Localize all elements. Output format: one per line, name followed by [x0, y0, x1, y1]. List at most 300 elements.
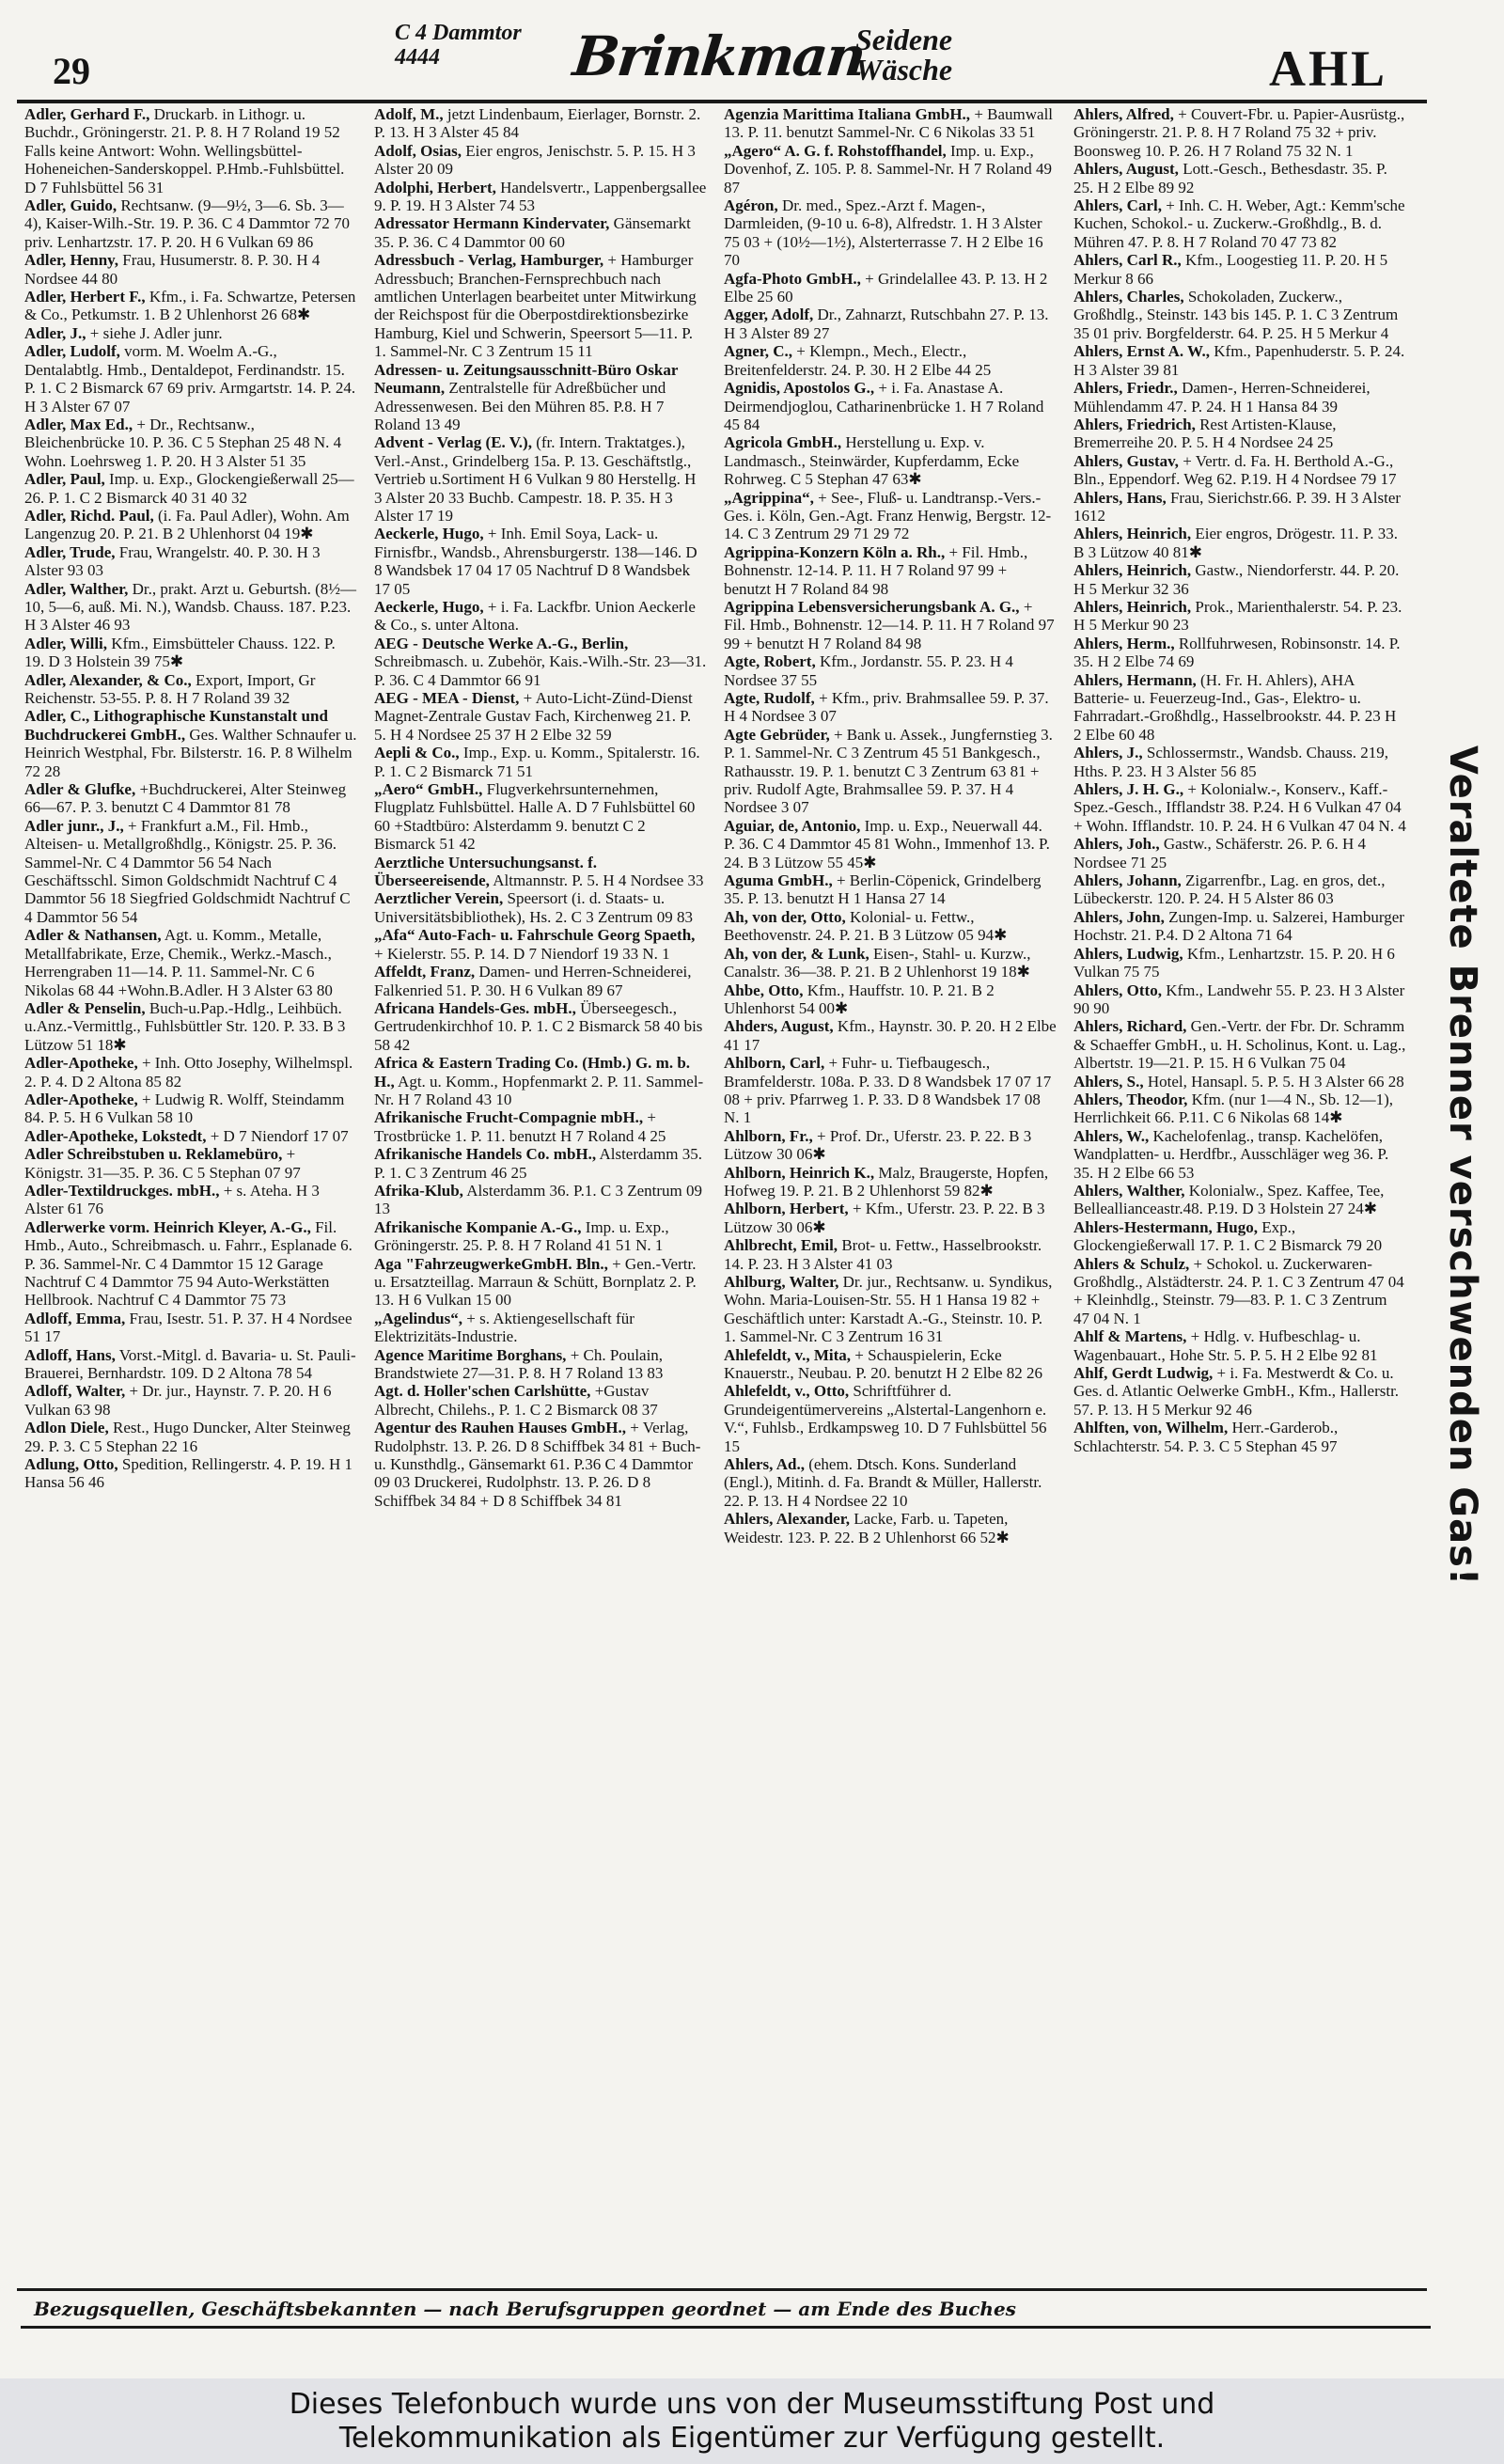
- entry-name: Ahlf & Martens,: [1073, 1327, 1187, 1346]
- entry-details: + Couvert-Fbr. u. Papier-Ausrüstg., Gröningerstr. 21. P. 8. H 7 Roland 75 32 + priv. Boonsweg 10. P. 26. H 7 Roland 75 32 N. 1: [1073, 105, 1405, 160]
- entry-name: Adler junr., J.,: [24, 816, 124, 835]
- entry-name: Agéron,: [724, 196, 778, 215]
- entry-name: Ahlften, von, Wilhelm,: [1073, 1419, 1229, 1437]
- entry-details: + Fil. Hmb., Bohnenstr. 12—14. P. 11. H 7 Roland 97 99 + benutzt H 7 Roland 84 98: [724, 597, 1055, 652]
- entry-name: Africa & Eastern Trading Co. (Hmb.) G. m. b. H.,: [374, 1054, 691, 1091]
- directory-entry: [21, 507, 361, 543]
- entry-name: Adressen- u. Zeitungsausschnitt-Büro Oskar Neumann,: [374, 360, 679, 398]
- directory-entry: [370, 214, 711, 251]
- entry-name: Ahlers, Richard,: [1073, 1017, 1187, 1036]
- directory-entry: [1070, 1127, 1410, 1182]
- entry-name: „Agrippina“,: [724, 488, 814, 507]
- entry-details: + Gen.-Vertr. u. Ersatzteillag. Marraun & Schütt, Bornplatz 2. P. 13. H 6 Vulkan 15 00: [374, 1254, 697, 1310]
- entry-details: vorm. M. Woelm A.-G., Dentalabtlg. Hmb., Dentaldepot, Ferdinandstr. 15. P. 1. C 2 Bismarck 67 69 priv. Armgartstr. 14. P. 24. H 3 Alster 67 07: [24, 342, 356, 416]
- entry-details: Kolonialw., Spez. Kaffee, Tee, Belleallianceastr.48. P.19. D 3 Holstein 27 24✱: [1073, 1181, 1385, 1218]
- entry-name: Ahlbrecht, Emil,: [724, 1236, 838, 1255]
- directory-entry: [720, 1236, 1060, 1273]
- directory-entry: [720, 379, 1060, 433]
- entry-name: Ahlers, Otto,: [1073, 981, 1162, 999]
- entry-details: Kfm., Landwehr 55. P. 23. H 3 Alster 90 90: [1073, 981, 1405, 1017]
- entry-name: Adler-Apotheke, Lokstedt,: [24, 1126, 207, 1145]
- directory-entry: [21, 196, 361, 251]
- entry-details: Buch-u.Pap.-Hdlg., Leihbüch. u.Anz.-Vermittlg., Fuhlsbüttler Str. 120. P. 33. B 3 Lützow 51 18✱: [24, 998, 346, 1054]
- entry-name: Advent - Verlag (E. V.),: [374, 433, 532, 452]
- entry-details: + Ludwig R. Wolff, Steindamm 84. P. 5. H 6 Vulkan 58 10: [24, 1090, 345, 1127]
- directory-entry: [21, 707, 361, 780]
- directory-entry: [720, 945, 1060, 981]
- entry-details: Dr. jur., Rechtsanw. u. Syndikus, Wohn. Maria-Louisen-Str. 55. H 1 Hansa 19 82 + Geschäftlich unter: Karstadt A.-G., Steinstr. 10. P. 1. Sammel-Nr. C 3 Zentrum 16 31: [724, 1273, 1053, 1346]
- entry-details: Brot- u. Fettw., Hasselbrookstr. 14. P. 23. H 3 Alster 41 03: [724, 1236, 1042, 1273]
- directory-entry: [1070, 452, 1410, 489]
- entry-name: Agnidis, Apostolos G.,: [724, 379, 875, 398]
- entry-details: Alsterdamm 36. P.1. C 3 Zentrum 09 13: [374, 1181, 702, 1218]
- entry-details: + Inh. Emil Soya, Lack- u. Firnisfbr., Wandsb., Ahrensburgerstr. 138—146. D 8 Wandsbek 17 04 17 05 Nachtruf D 8 Wandsbek 17 05: [374, 525, 697, 598]
- entry-details: + Kielerstr. 55. P. 14. D 7 Niendorf 19 33 N. 1: [374, 944, 670, 963]
- entry-name: Adolphi, Herbert,: [374, 178, 496, 196]
- entry-name: Ahlers, Carl,: [1073, 196, 1162, 215]
- entry-details: + Trostbrücke 1. P. 11. benutzt H 7 Roland 4 25: [374, 1108, 666, 1145]
- entry-details: + Klempn., Mech., Electr., Breitenfelderstr. 24. P. 30. H 2 Elbe 44 25: [724, 342, 992, 379]
- entry-name: Aguiar, de, Antonio,: [724, 816, 861, 835]
- directory-entry: [720, 726, 1060, 817]
- directory-entry: [370, 889, 711, 926]
- entry-details: Alsterdamm 35. P. 1. C 3 Zentrum 46 25: [374, 1145, 702, 1182]
- entry-details: Fil. Hmb., Auto., Schreibmasch. u. Fahrr., Esplanade 6. P. 36. Sammel-Nr. C 4 Dammtor 15 12 Garage Nachtruf C 4 Dammtor 75 94 Auto-Werkstätten Hellbrook. Nachtruf C 4 Dammtor 75 73: [24, 1217, 352, 1310]
- entry-details: + Inh. C. H. Weber, Agt.: Kemm'sche Kuchen, Schokol.- u. Zuckerw.-Großhdlg., B. d. Mühren 47. P. 8. H 7 Roland 70 47 73 82: [1073, 196, 1405, 251]
- entry-details: Herr.-Garderob., Schlachterstr. 54. P. 3. C 5 Stephan 45 97: [1073, 1419, 1339, 1455]
- entry-name: Ahlers, Walther,: [1073, 1181, 1185, 1200]
- entry-details: Vorst.-Mitgl. d. Bavaria- u. St. Pauli-Brauerei, Bernhardstr. 109. D 2 Altona 78 54: [24, 1345, 356, 1383]
- entry-name: Agte, Robert,: [724, 652, 816, 671]
- entry-name: Ahlers, Carl R.,: [1073, 251, 1182, 270]
- entry-details: + Fuhr- u. Tiefbaugesch., Bramfelderstr. 108a. P. 33. D 8 Wandsbek 17 07 17 08 + priv. Pfarrweg 1. P. 33. D 8 Wandsbek 17 08 N. 1: [724, 1054, 1052, 1127]
- directory-entry: [370, 963, 711, 999]
- entry-name: Adressbuch - Verlag, Hamburger,: [374, 251, 604, 270]
- entry-details: Druckarb. in Lithogr. u. Buchdr., Gröningerstr. 21. P. 8. H 7 Roland 19 52 Falls keine Antwort: Wohn. Wellingsbüttel-Hoheneichen-Sanderskoppel. P.Hmb.-Fuhlsbüttel. D 7 Fuhlsbüttel 56 31: [24, 105, 345, 196]
- entry-name: Ahlborn, Fr.,: [724, 1126, 813, 1145]
- entry-name: Aepli & Co.,: [374, 744, 460, 762]
- directory-entry: [370, 999, 711, 1054]
- entry-name: Adler, Willi,: [24, 634, 108, 652]
- directory-entry: [370, 1255, 711, 1310]
- entry-name: Ah, von der, & Lunk,: [724, 944, 870, 963]
- entry-details: Kfm., Hauffstr. 10. P. 21. B 2 Uhlenhorst 54 00✱: [724, 981, 995, 1017]
- directory-entry: [1070, 160, 1410, 196]
- directory-entry: [21, 1127, 361, 1145]
- directory-entry: [21, 342, 361, 416]
- directory-entry: [370, 1382, 711, 1419]
- entry-name: Adler, Trude,: [24, 542, 116, 561]
- directory-entry: [1070, 525, 1410, 561]
- entry-name: Adler-Apotheke,: [24, 1054, 138, 1073]
- directory-entry: [1070, 1419, 1410, 1455]
- entry-details: Zigarrenfbr., Lag. en gros, det., Lübeckerstr. 120. P. 24. H 5 Alster 86 03: [1073, 871, 1386, 908]
- header-rule: [17, 100, 1427, 103]
- entry-details: + Auto-Licht-Zünd-Dienst Magnet-Zentrale Gustav Fach, Kirchenweg 21. P. 5. H 4 Nordsee 25 37 H 2 Elbe 32 59: [374, 689, 693, 744]
- directory-entry: [1070, 561, 1410, 598]
- entry-details: Kachelofenlag., transp. Kachelöfen, Wandplatten- u. Herdfbr., Ausschläger weg 36. P. 35. H 2 Elbe 66 53: [1073, 1126, 1389, 1182]
- entry-name: Ahlers, Herm.,: [1073, 634, 1175, 652]
- directory-entry: [370, 635, 711, 689]
- entry-name: Agricola GmbH.,: [724, 433, 842, 452]
- entry-name: Ahlers, W.,: [1073, 1126, 1150, 1145]
- directory-entry: [1070, 379, 1410, 416]
- directory-entry: [1070, 671, 1410, 745]
- entry-name: Adler-Apotheke,: [24, 1090, 138, 1108]
- directory-entry: [21, 543, 361, 580]
- entry-details: Agt. u. Komm., Metalle, Metallfabrikate, Erze, Chemik., Werkz.-Masch., Herrengraben 11—14. P. 11. Sammel-Nr. C 6 Nikolas 68 44 +Wohn.B.Adler. H 3 Alster 63 80: [24, 926, 333, 999]
- directory-entry: [21, 1145, 361, 1182]
- directory-entry: [370, 1218, 711, 1255]
- entry-name: Adler, Gerhard F.,: [24, 105, 150, 123]
- directory-entry: [370, 1419, 711, 1510]
- entry-details: + Hamburger Adressbuch; Branchen-Fernsprechbuch nach amtlichen Unterlagen bearbeitet unter Mitwirkung der Reichspost für die Oberpostdirektionsbezirke Hamburg, Kiel und Schwerin, Speersort 5—11. P. 1. Sammel-Nr. C 3 Zentrum 15 11: [374, 251, 697, 361]
- entry-details: Eisen-, Stahl- u. Kurzw., Canalstr. 36—38. P. 21. B 2 Uhlenhorst 19 18✱: [724, 944, 1031, 981]
- entry-details: Schriftführer d. Grundeigentümervereins „Alstertal-Langenhorn e. V.“, Fuhlsb., Erdkampsweg 10. D 7 Fuhlsbüttel 56 15: [724, 1382, 1047, 1455]
- entry-name: Ahders, August,: [724, 1017, 834, 1036]
- entry-details: + Prof. Dr., Uferstr. 23. P. 22. B 3 Lützow 30 06✱: [724, 1126, 1032, 1164]
- directory-entry: [370, 1310, 711, 1346]
- entry-details: Kfm., Jordanstr. 55. P. 23. H 4 Nordsee 37 55: [724, 652, 1013, 689]
- entry-details: + Hdlg. v. Hufbeschlag- u. Wagenbauart., Hohe Str. 5. P. 5. H 2 Elbe 92 81: [1073, 1327, 1378, 1364]
- entry-name: „Agelindus“,: [374, 1309, 462, 1327]
- directory-column-4: [1070, 105, 1410, 2284]
- directory-entry: [720, 433, 1060, 488]
- directory-entry: [21, 999, 361, 1054]
- entry-name: Affeldt, Franz,: [374, 963, 476, 981]
- directory-entry: [21, 671, 361, 708]
- directory-entry: [1070, 835, 1410, 871]
- entry-details: +Buchdruckerei, Alter Steinweg 66—67. P. 3. benutzt C 4 Dammtor 81 78: [24, 780, 347, 817]
- entry-details: + Verlag, Rudolphstr. 13. P. 26. D 8 Schiffbek 34 81 + Buch- u. Kunsthdlg., Gänsemarkt 61. P.36 C 4 Dammtor 09 03 Druckerei, Rudolphstr. 13. P. 26. D 8 Schiffbek 34 84 + D 8 Schiffbek 34 81: [374, 1419, 701, 1510]
- directory-entry: [1070, 981, 1410, 1018]
- directory-entry: [1070, 871, 1410, 908]
- entry-name: Agner, C.,: [724, 342, 793, 361]
- directory-entry: [1070, 908, 1410, 945]
- directory-entry: [21, 1346, 361, 1383]
- entry-name: Ahlers-Hestermann, Hugo,: [1073, 1217, 1258, 1236]
- entry-details: (i. Fa. Paul Adler), Wohn. Am Langenzug 20. P. 21. B 2 Uhlenhorst 04 19✱: [24, 506, 350, 543]
- entry-name: Ahlers, Gustav,: [1073, 451, 1179, 470]
- directory-entry: [21, 635, 361, 671]
- directory-entry: [21, 470, 361, 507]
- directory-entry: [720, 1273, 1060, 1346]
- directory-entry: [720, 598, 1060, 652]
- directory-columns: [21, 105, 1421, 2284]
- entry-name: Ahlers, S.,: [1073, 1072, 1144, 1091]
- entry-name: Ahlers, John,: [1073, 907, 1165, 926]
- directory-entry: [720, 871, 1060, 908]
- side-ad-text: Veraltete Brenner verschwenden Gas!: [1441, 745, 1484, 1587]
- directory-entry: [370, 433, 711, 525]
- entry-details: Imp. u. Exp., Neuerwall 44. P. 36. C 4 Dammtor 45 81 Wohn., Immenhof 13. P. 24. B 3 Lützow 55 45✱: [724, 816, 1050, 871]
- ad-slogan: Seidene Wäsche: [855, 23, 953, 86]
- entry-details: Rest., Hugo Duncker, Alter Steinweg 29. P. 3. C 5 Stephan 22 16: [24, 1419, 351, 1455]
- directory-entry: [1070, 1073, 1410, 1091]
- entry-name: Ahlers & Schulz,: [1073, 1254, 1190, 1273]
- entry-name: Adler, Richd. Paul,: [24, 506, 154, 525]
- entry-name: Adolf, M.,: [374, 105, 444, 123]
- entry-details: Kfm., i. Fa. Schwartze, Petersen & Co., Petkumstr. 1. B 2 Uhlenhorst 26 68✱: [24, 288, 356, 324]
- directory-entry: [370, 1145, 711, 1182]
- entry-details: Frau, Sierichstr.66. P. 39. H 3 Alster 1612: [1073, 488, 1402, 525]
- entry-name: Adler & Penselin,: [24, 998, 146, 1017]
- entry-name: Adler, Ludolf,: [24, 342, 120, 361]
- page-number: 29: [53, 50, 90, 92]
- directory-entry: [1070, 489, 1410, 526]
- directory-entry: [1070, 251, 1410, 288]
- directory-entry: [370, 598, 711, 635]
- directory-entry: [21, 251, 361, 288]
- entry-name: Africana Handels-Ges. mbH.,: [374, 998, 576, 1017]
- directory-entry: [21, 1455, 361, 1492]
- entry-details: Imp., Exp. u. Komm., Spitalerstr. 16. P. 1. C 2 Bismarck 71 51: [374, 744, 700, 780]
- directory-entry: [720, 1127, 1060, 1164]
- directory-entry: [720, 689, 1060, 726]
- entry-name: Agfa-Photo GmbH.,: [724, 269, 861, 288]
- directory-entry: [370, 525, 711, 598]
- entry-details: jetzt Lindenbaum, Eierlager, Bornstr. 2. P. 13. H 3 Alster 45 84: [374, 105, 701, 142]
- entry-details: Gastw., Schäferstr. 26. P. 6. H 4 Nordsee 71 25: [1073, 835, 1367, 871]
- entry-details: + Kfm., Uferstr. 23. P. 22. B 3 Lützow 30 06✱: [724, 1200, 1045, 1236]
- entry-name: Agrippina Lebensversicherungsbank A. G.,: [724, 597, 1020, 616]
- entry-name: Adler Schreibstuben u. Reklamebüro,: [24, 1145, 283, 1164]
- entry-details: Spedition, Rellingerstr. 4. P. 19. H 1 Hansa 56 46: [24, 1455, 353, 1492]
- entry-name: Adler & Glufke,: [24, 780, 136, 799]
- entry-name: Adloff, Emma,: [24, 1309, 126, 1327]
- directory-entry: [370, 744, 711, 780]
- entry-details: + Schauspielerin, Ecke Knauerstr., Neubau. P. 20. benutzt H 2 Elbe 82 26: [724, 1345, 1042, 1383]
- entry-name: Adler & Nathansen,: [24, 926, 162, 945]
- entry-details: Gänsemarkt 35. P. 36. C 4 Dammtor 00 60: [374, 214, 691, 251]
- entry-name: Aeckerle, Hugo,: [374, 597, 484, 616]
- entry-details: Rechtsanw. (9—9½, 3—6. Sb. 3—4), Kaiser-Wilh.-Str. 19. P. 36. C 4 Dammtor 72 70 priv. Lenhartzstr. 17. P. 20. H 6 Vulkan 69 86: [24, 196, 351, 251]
- bottom-notice-text: Bezugsquellen, Geschäftsbekannten — nach Berufsgruppen geordnet — am Ende des Buches: [34, 2298, 1016, 2320]
- entry-name: Agentur des Rauhen Hauses GmbH.,: [374, 1419, 626, 1437]
- entry-details: Ges. Walther Schnaufer u. Heinrich Westphal, Fbr. Bilsterstr. 16. P. 8 Wilhelm 72 28: [24, 725, 357, 780]
- entry-details: Eier engros, Jenischstr. 5. P. 15. H 3 Alster 20 09: [374, 141, 696, 179]
- directory-entry: [1070, 744, 1410, 780]
- entry-name: „Aero“ GmbH.,: [374, 780, 483, 799]
- entry-details: + Fil. Hmb., Bohnenstr. 12-14. P. 11. H 7 Roland 97 99 + benutzt H 7 Roland 84 98: [724, 542, 1028, 598]
- entry-details: Export, Import, Gr Reichenstr. 53-55. P. 8. H 7 Roland 39 32: [24, 670, 316, 707]
- entry-name: Ahlers, Ludwig,: [1073, 944, 1183, 963]
- section-heading: AHL: [1269, 40, 1388, 97]
- directory-entry: [21, 1218, 361, 1310]
- directory-entry: [720, 908, 1060, 945]
- entry-name: Agte Gebrüder,: [724, 725, 830, 744]
- entry-name: Adloff, Hans,: [24, 1345, 116, 1364]
- directory-entry: [720, 1164, 1060, 1201]
- entry-name: Ahlers, Hermann,: [1073, 670, 1197, 689]
- entry-details: Kfm., Lenhartzstr. 15. P. 20. H 6 Vulkan 75 75: [1073, 944, 1395, 981]
- directory-entry: [720, 1455, 1060, 1510]
- directory-entry: [720, 1382, 1060, 1455]
- entry-name: Adler-Textildruckges. mbH.,: [24, 1181, 220, 1200]
- header-advertisement: [395, 21, 1072, 86]
- entry-name: Aerztlicher Verein,: [374, 889, 504, 908]
- directory-entry: [21, 1054, 361, 1091]
- entry-name: Afrikanische Frucht-Compagnie mbH.,: [374, 1108, 644, 1127]
- directory-entry: [370, 251, 711, 360]
- directory-entry: [1070, 780, 1410, 835]
- directory-entry: [1070, 598, 1410, 635]
- footer-line-1: Dieses Telefonbuch wurde uns von der Museumsstiftung Post und: [289, 2388, 1215, 2421]
- entry-details: Frau, Wrangelstr. 40. P. 30. H 3 Alster 93 03: [24, 542, 321, 580]
- entry-details: + i. Fa. Anastase A. Deirmendjoglou, Catharinenbrücke 1. H 7 Roland 45 84: [724, 379, 1044, 433]
- directory-entry: [720, 105, 1060, 142]
- entry-details: Eier engros, Drögestr. 11. P. 33. B 3 Lützow 40 81✱: [1073, 525, 1399, 561]
- directory-entry: [21, 926, 361, 999]
- entry-name: Ahlborn, Herbert,: [724, 1200, 849, 1218]
- entry-name: Adolf, Osias,: [374, 141, 462, 160]
- entry-name: Adler, Alexander, & Co.,: [24, 670, 192, 689]
- directory-entry: [1070, 1255, 1410, 1328]
- entry-name: Aerztliche Untersuchungsanst. f. Überseereisende,: [374, 853, 598, 890]
- directory-entry: [21, 817, 361, 926]
- directory-entry: [21, 1310, 361, 1346]
- directory-entry: [1070, 635, 1410, 671]
- entry-name: Adler, Henny,: [24, 251, 118, 270]
- directory-entry: [1070, 945, 1410, 981]
- entry-details: Rest Artisten-Klause, Bremerreihe 20. P. 5. H 4 Nordsee 24 25: [1073, 415, 1337, 452]
- entry-name: Agte, Rudolf,: [724, 689, 815, 707]
- directory-entry: [21, 324, 361, 342]
- directory-column-1: [21, 105, 361, 2284]
- directory-entry: [1070, 105, 1410, 160]
- entry-name: Aga "FahrzeugwerkeGmbH. Bln.,: [374, 1254, 608, 1273]
- entry-name: Adlon Diele,: [24, 1419, 109, 1437]
- entry-details: Damen-, Herren-Schneiderei, Mühlendamm 47. P. 24. H 1 Hansa 84 39: [1073, 379, 1371, 416]
- entry-name: Ahlborn, Heinrich K.,: [724, 1163, 875, 1182]
- entry-details: + i. Fa. Lackfbr. Union Aeckerle & Co., s. unter Altona.: [374, 597, 696, 635]
- entry-name: Ahlers, Hans,: [1073, 488, 1167, 507]
- directory-entry: [1070, 342, 1410, 379]
- entry-name: Ahlers, J. H. G.,: [1073, 780, 1184, 799]
- entry-details: Prok., Marienthalerstr. 54. P. 23. H 5 Merkur 90 23: [1073, 597, 1402, 635]
- directory-entry: [21, 1382, 361, 1419]
- entry-name: Adler, Walther,: [24, 579, 129, 598]
- entry-details: Imp. u. Exp., Dovenhof, Z. 105. P. 8. Sammel-Nr. H 7 Roland 49 87: [724, 141, 1052, 196]
- entry-details: + Schokol. u. Zuckerwaren-Großhdlg., Alstädterstr. 24. P. 1. C 3 Zentrum 47 04 + Kleinhdlg., Steinstr. 79—83. P. 1. C 3 Zentrum 47 04 N. 1: [1073, 1254, 1404, 1327]
- directory-entry: [370, 780, 711, 854]
- entry-name: Adler, Guido,: [24, 196, 118, 215]
- directory-entry: [21, 1419, 361, 1455]
- entry-name: Ahlers, Charles,: [1073, 288, 1184, 306]
- directory-entry: [1070, 1091, 1410, 1127]
- entry-details: Lott.-Gesch., Bethesdastr. 35. P. 25. H 2 Elbe 89 92: [1073, 160, 1387, 196]
- entry-name: Ahlf, Gerdt Ludwig,: [1073, 1364, 1214, 1383]
- entry-name: Adler, Herbert F.,: [24, 288, 146, 306]
- entry-name: Agger, Adolf,: [724, 306, 814, 324]
- entry-details: Dr. med., Spez.-Arzt f. Magen-, Darmleiden, (9-10 u. 6-8), Alfredstr. 1. H 3 Alster 75 03 + (10½—1½), Alsterterrasse 7. H 2 Elbe 16 70: [724, 196, 1043, 270]
- entry-name: Ahlers, Heinrich,: [1073, 561, 1192, 580]
- entry-name: Ahlers, Friedrich,: [1073, 415, 1196, 433]
- entry-details: Exp., Glockengießerwall 17. P. 1. C 2 Bismarck 79 20: [1073, 1217, 1383, 1255]
- ad-brand-logo: Brinkman: [570, 24, 868, 88]
- entry-details: +Gustav Albrecht, Chilehs., P. 1. C 2 Bismarck 08 37: [374, 1382, 658, 1419]
- directory-entry: [370, 854, 711, 890]
- entry-details: Agt. u. Komm., Hopfenmarkt 2. P. 11. Sammel-Nr. H 7 Roland 43 10: [374, 1072, 704, 1108]
- entry-details: + Kolonialw.-, Konserv., Kaff.-Spez.-Gesch., Ifflandstr 38. P.24. H 6 Vulkan 47 04 + Wohn. Ifflandstr. 10. P. 24. H 6 Vulkan 47 04 N. 4: [1073, 780, 1406, 835]
- entry-name: Ahlers, Johann,: [1073, 871, 1182, 890]
- entry-details: Zungen-Imp. u. Salzerei, Hamburger Hochstr. 21. P.4. D 2 Altona 71 64: [1073, 907, 1404, 945]
- footer-line-2: Telekommunikation als Eigentümer zur Verfügung gestellt.: [338, 2422, 1166, 2455]
- entry-details: Gastw., Niendorferstr. 44. P. 20. H 5 Merkur 32 36: [1073, 561, 1400, 598]
- entry-name: Ahlers, Heinrich,: [1073, 525, 1192, 543]
- directory-entry: [720, 1200, 1060, 1236]
- directory-entry: [720, 342, 1060, 379]
- entry-details: Gen.-Vertr. der Fbr. Dr. Schramm & Schaeffer GmbH., u. H. Scholinus, Kont. u. Lag., Albertstr. 19—21. P. 15. H 6 Vulkan 75 04: [1073, 1017, 1406, 1073]
- entry-details: Kfm., Loogestieg 11. P. 20. H 5 Merkur 8 66: [1073, 251, 1388, 288]
- directory-entry: [720, 543, 1060, 598]
- entry-name: Ahlburg, Walter,: [724, 1273, 839, 1291]
- directory-entry: [720, 817, 1060, 871]
- entry-details: Schokoladen, Zuckerw., Großhdlg., Steinstr. 143 bis 145. P. 1. C 3 Zentrum 35 01 priv. Borgfelderstr. 64. P. 25. H 5 Merkur 4: [1073, 288, 1399, 342]
- entry-name: Ahlers, Ad.,: [724, 1455, 805, 1474]
- entry-name: Adlung, Otto,: [24, 1455, 118, 1474]
- entry-name: Afrikanische Handels Co. mbH.,: [374, 1145, 597, 1164]
- entry-details: Schlossermstr., Wandsb. Chauss. 219, Hths. P. 23. H 3 Alster 56 85: [1073, 744, 1389, 780]
- directory-entry: [720, 142, 1060, 196]
- entry-details: Malz, Braugerste, Hopfen, Hofweg 19. P. 21. B 2 Uhlenhorst 59 82✱: [724, 1163, 1049, 1200]
- entry-name: Agenzia Marittima Italiana GmbH.,: [724, 105, 971, 123]
- entry-details: Flugverkehrsunternehmen, Flugplatz Fuhlsbüttel. Halle A. D 7 Fuhlsbüttel 60 60 +Stadtbüro: Alsterdamm 9. benutzt C 2 Bismarck 51 42: [374, 780, 696, 854]
- entry-details: Zentralstelle für Adreßbücher und Adressenwesen. Bei den Mühren 85. P.8. H 7 Roland 13 49: [374, 379, 666, 433]
- bottom-rule: [17, 2288, 1427, 2291]
- entry-details: + See-, Fluß- u. Landtransp.-Vers.-Ges. i. Köln, Gen.-Agt. Franz Henwig, Bergstr. 12-14. C 3 Zentrum 29 71 29 72: [724, 488, 1052, 543]
- directory-entry: [720, 306, 1060, 342]
- entry-details: Handelsvertr., Lappenbergsallee 9. P. 19. H 3 Alster 74 53: [374, 178, 707, 215]
- page-header: [0, 0, 1504, 103]
- directory-entry: [370, 1108, 711, 1145]
- directory-column-2: [370, 105, 711, 2284]
- entry-details: + Dr. jur., Haynstr. 7. P. 20. H 6 Vulkan 63 98: [24, 1382, 332, 1419]
- entry-name: Agence Maritime Borghans,: [374, 1345, 567, 1364]
- entry-name: Afrikanische Kompanie A.-G.,: [374, 1217, 582, 1236]
- directory-entry: [370, 1054, 711, 1108]
- entry-name: Ahlefeldt, v., Mita,: [724, 1345, 852, 1364]
- entry-name: Ahlborn, Carl,: [724, 1054, 825, 1073]
- entry-details: Dr., Zahnarzt, Rutschbahn 27. P. 13. H 3 Alster 89 27: [724, 306, 1049, 342]
- directory-entry: [370, 142, 711, 179]
- directory-entry: [370, 1182, 711, 1218]
- entry-name: Ahlers, Alexander,: [724, 1510, 850, 1529]
- entry-details: Imp. u. Exp., Glockengießerwall 25—26. P. 1. C 2 Bismarck 40 31 40 32: [24, 470, 354, 507]
- directory-entry: [720, 1054, 1060, 1127]
- entry-details: + Berlin-Cöpenick, Grindelberg 35. P. 13. benutzt H 1 Hansa 27 14: [724, 871, 1042, 908]
- entry-name: Adler, J.,: [24, 323, 86, 342]
- entry-name: Adlerwerke vorm. Heinrich Kleyer, A.-G.,: [24, 1217, 311, 1236]
- directory-entry: [21, 580, 361, 635]
- entry-details: Damen- und Herren-Schneiderei, Falkenried 51. P. 30. H 6 Vulkan 89 67: [374, 963, 692, 999]
- entry-name: Ahlers, Joh.,: [1073, 835, 1160, 854]
- entry-details: + s. Ateha. H 3 Alster 61 76: [24, 1181, 320, 1218]
- directory-entry: [720, 981, 1060, 1018]
- entry-details: Kfm., Haynstr. 30. P. 20. H 2 Elbe 41 17: [724, 1017, 1057, 1054]
- directory-entry: [370, 1346, 711, 1383]
- directory-entry: [370, 689, 711, 744]
- entry-name: Ahlers, August,: [1073, 160, 1179, 179]
- entry-details: Kolonial- u. Fettw., Beethovenstr. 24. P. 21. B 3 Lützow 05 94✱: [724, 907, 1008, 945]
- footer-credit: [0, 2378, 1504, 2464]
- directory-entry: [720, 196, 1060, 270]
- entry-details: Lacke, Farb. u. Tapeten, Weidestr. 123. P. 22. B 2 Uhlenhorst 66 52✱: [724, 1510, 1010, 1546]
- entry-name: Aguma GmbH.,: [724, 871, 833, 890]
- entry-details: Kfm., Papenhuderstr. 5. P. 24. H 3 Alster 39 81: [1073, 342, 1405, 379]
- directory-entry: [720, 1346, 1060, 1383]
- entry-name: AEG - Deutsche Werke A.-G., Berlin,: [374, 634, 629, 652]
